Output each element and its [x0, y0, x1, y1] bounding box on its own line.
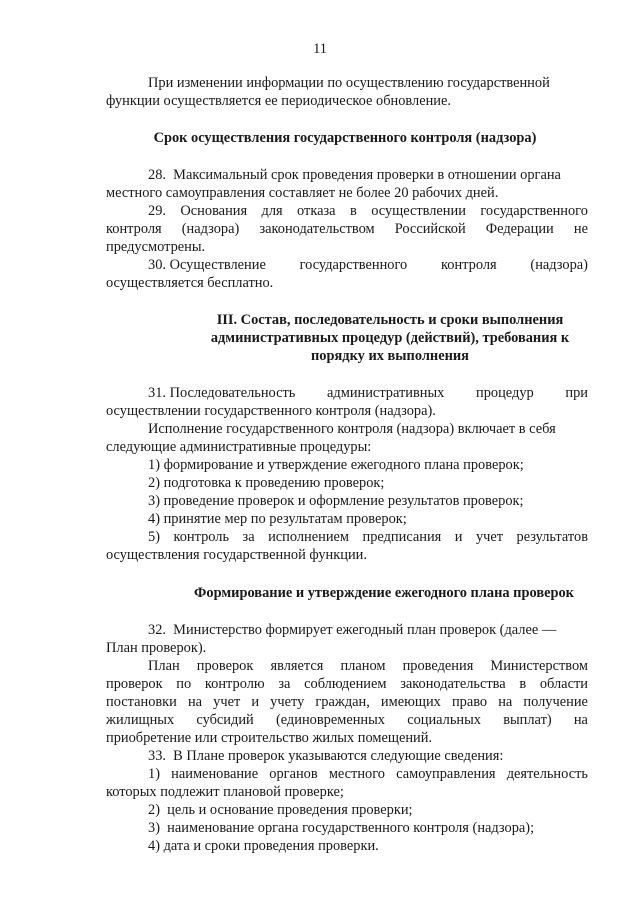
word: социальных [407, 712, 481, 728]
p29-line-3: предусмотрены. [106, 239, 206, 255]
p28-line-1: 28. Максимальный срок проведения проверки в отношении органа [148, 167, 561, 183]
intro-line-2: функции осуществляется ее периодическое обновление. [106, 93, 451, 109]
word: (надзора) [181, 221, 240, 237]
word: граждан, [315, 694, 370, 710]
word: в [349, 203, 357, 219]
p33-list-item-3: 3) наименование органа государственного контроля (надзора); [148, 820, 535, 836]
word: 5) [148, 529, 160, 545]
p32-line-7: приобретение или строительство жилых помещений. [106, 730, 433, 746]
word: для [261, 203, 283, 219]
p31-list-item-2: 2) подготовка к проведению проверок; [148, 475, 385, 491]
p32-line-4 [106, 675, 588, 693]
word: Федерации [485, 221, 554, 237]
word: отказа [297, 203, 336, 219]
word: государственного [480, 203, 588, 219]
p31-line-last: осуществления государственной функции. [106, 547, 367, 563]
word: соблюдением [304, 676, 387, 692]
word: контролю [204, 676, 265, 692]
p32-line-5 [106, 693, 588, 711]
word: области [539, 676, 588, 692]
word: постановки [106, 694, 177, 710]
word: План [148, 658, 180, 674]
word: учет [213, 694, 241, 710]
word: осуществлении [371, 203, 466, 219]
word: (надзора) [530, 257, 588, 273]
word: учету [270, 694, 305, 710]
word: контроля [106, 221, 162, 237]
word: исполнением [268, 529, 350, 545]
word: на [187, 694, 203, 710]
word: жилищных [106, 712, 175, 728]
p31-line-3: Исполнение государственного контроля (надзора) включает в себя [148, 421, 556, 437]
heading-plan: Формирование и утверждение ежегодного плана проверок [194, 585, 574, 601]
word: право [451, 694, 488, 710]
word: деятельность [506, 766, 588, 782]
p30-line-1 [148, 256, 588, 274]
p29-line-1 [148, 202, 588, 220]
word: за [278, 676, 291, 692]
p31-list-item-1: 1) формирование и утверждение ежегодного плана проверок; [148, 457, 524, 473]
heading-term: Срок осуществления государственного контроля (надзора) [153, 130, 537, 146]
p31-list-item-4: 4) принятие мер по результатам проверок; [148, 511, 407, 527]
word: Основания [180, 203, 248, 219]
word: не [573, 221, 588, 237]
p31-list-item-5 [148, 528, 588, 546]
p28-line-2: местного самоуправления составляет не более 20 рабочих дней. [106, 185, 499, 201]
page-number: 11 [313, 41, 327, 57]
p32-line-1: 32. Министерство формирует ежегодный план проверок (далее — [148, 622, 557, 638]
word: и [251, 694, 260, 710]
word: является [270, 658, 324, 674]
word: контроля [441, 257, 497, 273]
word: 31. Последовательность [148, 385, 296, 401]
word: местного [328, 766, 385, 782]
p31-line-2: осуществлении государственного контроля (надзора). [106, 403, 436, 419]
section3-heading-line-1: III. Состав, последовательность и сроки выполнения [216, 312, 564, 328]
word: законодательства [400, 676, 506, 692]
word: результатов [516, 529, 588, 545]
word: Российской [394, 221, 466, 237]
word: наименование [171, 766, 259, 782]
word: имеющих [380, 694, 441, 710]
word: 1) [148, 766, 160, 782]
section3-heading-line-2: административных процедур (действий), требования к [210, 330, 570, 346]
word: 30. Осуществление [148, 257, 266, 273]
p32-line-3 [148, 657, 588, 675]
word: за [242, 529, 255, 545]
word: при [565, 385, 588, 401]
p33-list-item-1-cont: которых подлежит плановой проверке; [106, 784, 344, 800]
word: самоуправления [396, 766, 496, 782]
word: проверок [106, 676, 163, 692]
p32-line-6 [106, 711, 588, 729]
p33-list-item-1 [148, 765, 588, 783]
p33-list-item-2: 2) цель и основание проведения проверки; [148, 802, 413, 818]
word: в [519, 676, 527, 692]
word: административных [327, 385, 445, 401]
word: проведения [402, 658, 474, 674]
section3-heading-line-3: порядку их выполнения [311, 348, 469, 364]
word: предписания [362, 529, 442, 545]
word: контроль [173, 529, 230, 545]
p33-list-item-4: 4) дата и сроки проведения проверки. [148, 838, 379, 854]
word: планом [340, 658, 386, 674]
word: органов [269, 766, 318, 782]
word: Министерством [490, 658, 588, 674]
word: получение [523, 694, 588, 710]
p33-line-1: 33. В Плане проверок указываются следующие сведения: [148, 748, 504, 764]
word: государственного [299, 257, 408, 273]
intro-line-1: При изменении информации по осуществлению государственной [148, 75, 550, 91]
word: учет [475, 529, 504, 545]
word: и [454, 529, 463, 545]
p31-line-1 [148, 384, 588, 402]
word: (единовременных [275, 712, 385, 728]
p29-line-2 [106, 220, 588, 238]
p31-line-4: следующие административные процедуры: [106, 439, 372, 455]
word: по [176, 676, 192, 692]
word: проверок [196, 658, 254, 674]
word: 29. [148, 203, 166, 219]
word: субсидий [196, 712, 254, 728]
word: выплат) [503, 712, 552, 728]
p32-line-2: План проверок). [106, 640, 207, 656]
word: законодательством [259, 221, 375, 237]
word: на [498, 694, 513, 710]
p31-list-item-3: 3) проведение проверок и оформление результатов проверок; [148, 493, 524, 509]
word: на [573, 712, 588, 728]
p30-line-2: осуществляется бесплатно. [106, 275, 274, 291]
word: процедур [476, 385, 534, 401]
